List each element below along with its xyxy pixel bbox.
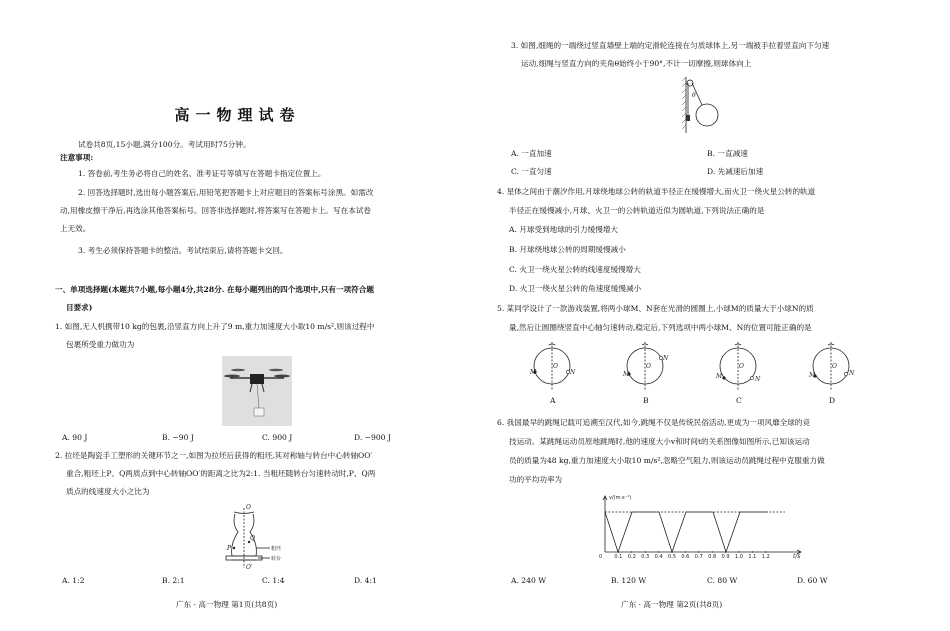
notice-1: 1. 答卷前,考生务必将自己的姓名、准考证号等填写在答题卡指定位置上。 bbox=[78, 169, 326, 178]
q1-option-d: D. −900 J bbox=[354, 433, 391, 442]
q3-option-b: B. 一直减速 bbox=[707, 149, 748, 158]
q3-text-b: 运动,细绳与竖直方向的夹角θ始终小于90°,不计一切摩擦,则球体向上 bbox=[521, 59, 752, 68]
q2-option-a: A. 1:2 bbox=[62, 576, 85, 585]
graph-y-axis-label: v/(m·s⁻¹) bbox=[609, 495, 632, 501]
axis-o-top-label: O bbox=[246, 504, 251, 511]
graph-x-tick-label: 0.8 bbox=[708, 554, 717, 560]
graph-x-tick-label: 0.3 bbox=[641, 554, 650, 560]
graph-origin-label: 0 bbox=[599, 554, 603, 560]
ring-c-n-label: N bbox=[755, 376, 761, 383]
q3-option-c: C. 一直匀速 bbox=[511, 167, 552, 176]
q4-text-a: 4. 星体之间由于潮汐作用,月球绕地球公转的轨道半径正在缓慢增大,而火卫一绕火星公转的轨道 bbox=[497, 187, 816, 196]
q6-text-a: 6. 我国最早的跳绳记载可追溯至汉代,如今,跳绳不仅是传统民俗活动,更成为一项风靡全球的竞 bbox=[497, 418, 811, 427]
graph-x-tick-label: 0.9 bbox=[721, 554, 730, 560]
exam-title: 高一物理试卷 bbox=[174, 106, 301, 124]
q1-text-a: 1. 如图,无人机携带10 kg的包裹,沿竖直方向上升了9 m,重力加速度大小取10 m/s²,则该过程中 bbox=[55, 322, 375, 331]
theta-label: θ bbox=[692, 92, 696, 99]
q4-option-c: C. 火卫一绕火星公转的线速度缓慢增大 bbox=[509, 265, 641, 274]
q5-option-c: C bbox=[736, 396, 742, 405]
notice-2c: 上无效。 bbox=[60, 224, 91, 233]
graph-x-tick-label: 0.2 bbox=[627, 554, 636, 560]
point-p-label: P bbox=[227, 545, 232, 552]
ring-d-o-label: O bbox=[832, 363, 837, 370]
page-1-footer: 广东 · 高一物理 第1页(共8页) bbox=[176, 600, 278, 609]
ring-a-m-label: M bbox=[530, 369, 537, 376]
graph-x-tick-label: 1.2 bbox=[761, 554, 770, 560]
ring-b-n-label: N bbox=[663, 355, 669, 362]
q4-option-b: B. 月球绕地球公转的周期缓慢减小 bbox=[509, 245, 626, 254]
q2-option-b: B. 2:1 bbox=[162, 576, 185, 585]
page-2-footer: 广东 · 高一物理 第2页(共8页) bbox=[621, 600, 723, 609]
q4-option-a: A. 月球受到地球的引力缓慢增大 bbox=[509, 225, 619, 234]
q6-option-d: D. 60 W bbox=[797, 576, 828, 585]
graph-x-tick-label: 0.6 bbox=[681, 554, 690, 560]
turntable-label: 转台 bbox=[271, 556, 282, 562]
section-heading-b: 目要求) bbox=[66, 303, 93, 312]
ring-a-n-label: N bbox=[570, 369, 576, 376]
ring-c-o-label: O bbox=[739, 363, 744, 370]
q2-option-c: C. 1:4 bbox=[262, 576, 285, 585]
q3-text-a: 3. 如图,细绳的一端绕过竖直墙壁上端的定滑轮连接在匀质球体上,另一端被手拉着竖直向下匀速 bbox=[511, 41, 830, 50]
q6-option-c: C. 80 W bbox=[707, 576, 738, 585]
graph-x-tick-label: 0.1 bbox=[614, 554, 623, 560]
q6-option-a: A. 240 W bbox=[511, 576, 547, 585]
graph-x-tick-label: 0.4 bbox=[654, 554, 663, 560]
q1-option-b: B. −90 J bbox=[162, 433, 194, 442]
q5-option-d: D bbox=[829, 396, 836, 405]
notice-heading: 注意事项: bbox=[60, 153, 94, 162]
ring-b-m-label: M bbox=[623, 371, 630, 378]
q5-option-a: A bbox=[550, 396, 556, 405]
axis-o-bottom-label: O′ bbox=[246, 564, 253, 571]
ring-d-m-label: M bbox=[809, 372, 816, 379]
q6-text-b: 技运动。某跳绳运动员原地跳绳时,他的速度大小v和时间t的关系图像如图所示,已知该运动 bbox=[509, 437, 810, 446]
page-2 bbox=[475, 0, 950, 631]
q6-text-d: 功的平均功率为 bbox=[509, 475, 563, 484]
notice-3: 3. 考生必须保持答题卡的整洁。考试结束后,请将答题卡交回。 bbox=[78, 246, 288, 255]
q2-text-c: 质点的线速度大小之比为 bbox=[66, 487, 150, 496]
q2-option-d: D. 4:1 bbox=[354, 576, 377, 585]
q1-text-b: 包裹所受重力做功为 bbox=[66, 340, 135, 349]
pulley-ball-figure bbox=[678, 75, 724, 135]
notice-2a: 2. 回答选择题时,选出每小题答案后,用铅笔把答题卡上对应题目的答案标号涂黑。如需改 bbox=[78, 188, 374, 197]
drone-photo bbox=[222, 356, 292, 426]
notice-2b: 动,用橡皮擦干净后,再选涂其他答案标号。回答非选择题时,将答案写在答题卡上。写在本试卷 bbox=[60, 206, 371, 215]
q2-text-b: 重合,粗坯上P、Q两质点到中心转轴OO′的距离之比为2:1. 当粗坯随转台匀速转动时,P、Q两 bbox=[66, 469, 376, 478]
q6-text-c: 员的质量为48 kg,重力加速度大小取10 m/s²,忽略空气阻力,则该运动员跳绳过程中克服重力做 bbox=[509, 456, 825, 465]
ring-c-m-label: M bbox=[716, 373, 723, 380]
graph-x-tick-label: 1.1 bbox=[748, 554, 757, 560]
q6-option-b: B. 120 W bbox=[611, 576, 647, 585]
exam-intro: 试卷共8页,15小题,满分100分。考试用时75分钟。 bbox=[78, 140, 251, 149]
graph-x-tick-label: 0.7 bbox=[694, 554, 703, 560]
q5-option-b: B bbox=[643, 396, 649, 405]
q5-text-a: 5. 某同学设计了一款游戏装置,将两小球M、N套在光滑的圆圈上,小球M的质量大于小球N的质 bbox=[497, 304, 814, 313]
graph-x-tick-label: 0.5 bbox=[668, 554, 676, 560]
ring-a-o-label: O bbox=[553, 363, 558, 370]
ring-d-n-label: N bbox=[849, 370, 855, 377]
q2-text-a: 2. 拉坯是陶瓷手工塑形的关键环节之一,如图为拉坯后获得的粗坯,其对称轴与转台中心转轴OO′ bbox=[55, 451, 373, 460]
ring-option-b-figure bbox=[623, 342, 667, 392]
q1-option-a: A. 90 J bbox=[62, 433, 88, 442]
q3-option-a: A. 一直加速 bbox=[511, 149, 552, 158]
graph-x-tick-label: 1.0 bbox=[735, 554, 743, 560]
ring-option-a-figure bbox=[530, 342, 574, 392]
section-heading-a: 一、单项选择题(本题共7小题,每小题4分,共28分. 在每小题列出的四个选项中,只有一项符合题 bbox=[55, 285, 374, 294]
pottery-figure bbox=[218, 502, 298, 570]
ring-option-d-figure bbox=[809, 342, 853, 392]
q4-text-b: 半径正在缓慢减小,月球、火卫一的公转轨道近似为圆轨道,下列说法正确的是 bbox=[509, 206, 765, 215]
q5-text-b: 量,然后让圆圈绕竖直中心轴匀速转动,稳定后,下列选项中两小球M、N的位置可能正确的是 bbox=[509, 323, 812, 332]
ring-option-c-figure bbox=[716, 342, 760, 392]
q3-option-d: D. 先减速后加速 bbox=[707, 167, 764, 176]
q4-option-d: D. 火卫一绕火星公转的角速度缓慢减小 bbox=[509, 284, 642, 293]
velocity-time-graph bbox=[597, 492, 805, 558]
blank-label: 粗坯 bbox=[271, 546, 282, 552]
graph-x-axis-label: t/s bbox=[793, 553, 801, 560]
point-q-label: Q bbox=[250, 535, 255, 542]
ring-b-o-label: O bbox=[646, 363, 651, 370]
q1-option-c: C. 900 J bbox=[262, 433, 293, 442]
